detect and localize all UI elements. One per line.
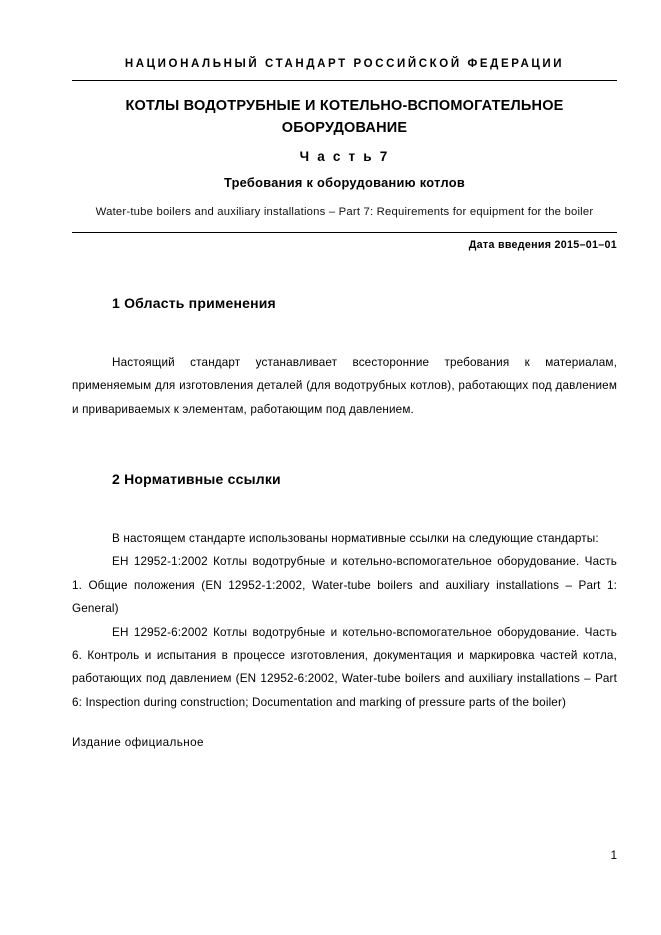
section-heading-references: 2 Нормативные ссылки — [112, 470, 281, 487]
section-heading-scope: 1 Область применения — [112, 294, 276, 311]
document-title: КОТЛЫ ВОДОТРУБНЫЕ И КОТЕЛЬНО-ВСПОМОГАТЕЛЬНОЕ ОБОРУДОВАНИЕ — [125, 98, 564, 137]
page-number: 1 — [610, 850, 617, 862]
effective-date: Дата введения 2015–01–01 — [468, 238, 617, 251]
national-standard-header: НАЦИОНАЛЬНЫЙ СТАНДАРТ РОССИЙСКОЙ ФЕДЕРАЦИИ — [124, 58, 565, 70]
title-block — [72, 95, 617, 223]
header-divider-top — [72, 80, 617, 81]
section-1-paragraph-1: Настоящий стандарт устанавливает всесторонние требования к материалам, применяемым для изготовления деталей (для водотрубных котлов), работающих под давлением и привариваемых к элементам, работающим под давлением. — [72, 355, 617, 416]
section-2-paragraph-2: ЕН 12952-1:2002 Котлы водотрубные и котельно-вспомогательное оборудование. Часть 1. Общие положения (EN 12952-1:2002, Water-tube boilers and auxiliary installations – Part 1: General) — [72, 555, 617, 616]
official-edition-note: Издание официальное — [72, 736, 204, 750]
document-title-english: Water-tube boilers and auxiliary installations – Part 7: Requirements for equipment for the boiler — [95, 205, 594, 218]
section-2-paragraph-3: ЕН 12952-6:2002 Котлы водотрубные и котельно-вспомогательное оборудование. Часть 6. Контроль и испытания в процессе изготовления, документация и маркировка частей котла, работающих под давлением (EN 12952-6:2002, Water-tube boilers and auxiliary installations – Part 6: Inspection during construction; Documentation and marking of pressure parts of the boiler) — [72, 625, 617, 709]
page-content — [72, 0, 617, 749]
header-divider-bottom — [72, 232, 617, 233]
section-2-paragraph-1: В настоящем стандарте использованы нормативные ссылки на следующие стандарты: — [112, 531, 599, 545]
document-subtitle: Требования к оборудованию котлов — [223, 174, 466, 190]
document-part-label: Ч а с т ь 7 — [299, 148, 390, 164]
